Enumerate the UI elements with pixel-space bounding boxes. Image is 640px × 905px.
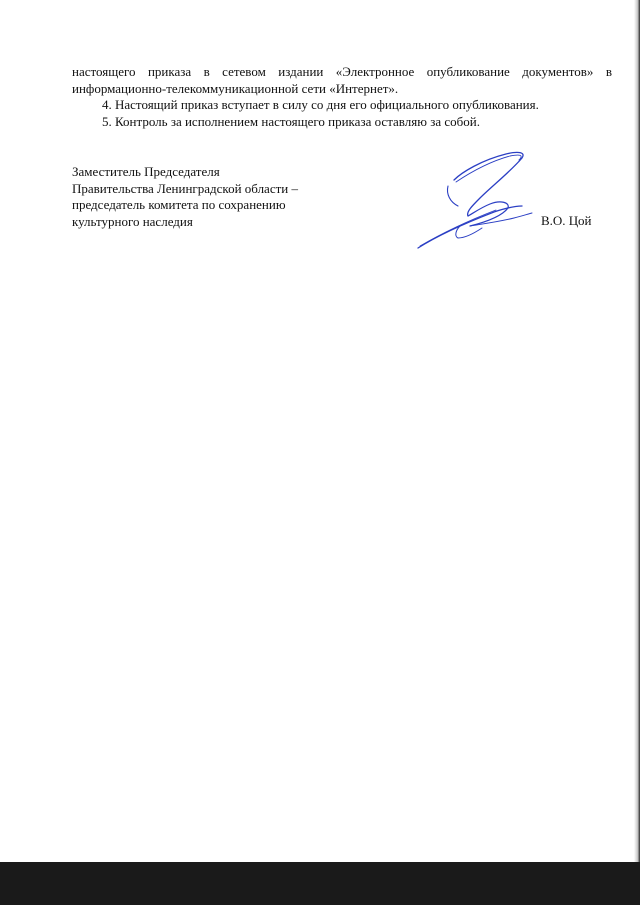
scan-right-edge — [634, 0, 640, 905]
signer-name: В.О. Цой — [541, 213, 592, 228]
signatory-title-line: культурного наследия — [72, 213, 193, 229]
signatory-title-line: Заместитель Председателя — [72, 164, 220, 179]
handwritten-signature — [410, 142, 540, 254]
paragraph-publication: настоящего приказа в сетевом издании «Электронное опубликование документов» в информационно-телекоммуникационной сети «Интернет». — [72, 64, 612, 96]
signatory-title-block — [72, 164, 372, 230]
signatory-title-line: Правительства Ленинградской области – — [72, 180, 298, 196]
scan-bottom-border — [0, 862, 640, 905]
document-body — [72, 64, 612, 130]
paragraph-control: 5. Контроль за исполнением настоящего приказа оставляю за собой. — [102, 113, 480, 129]
paragraph-effective-date: 4. Настоящий приказ вступает в силу со дня его официального опубликования. — [102, 97, 539, 112]
signatory-title-line: председатель комитета по сохранению — [72, 197, 286, 212]
